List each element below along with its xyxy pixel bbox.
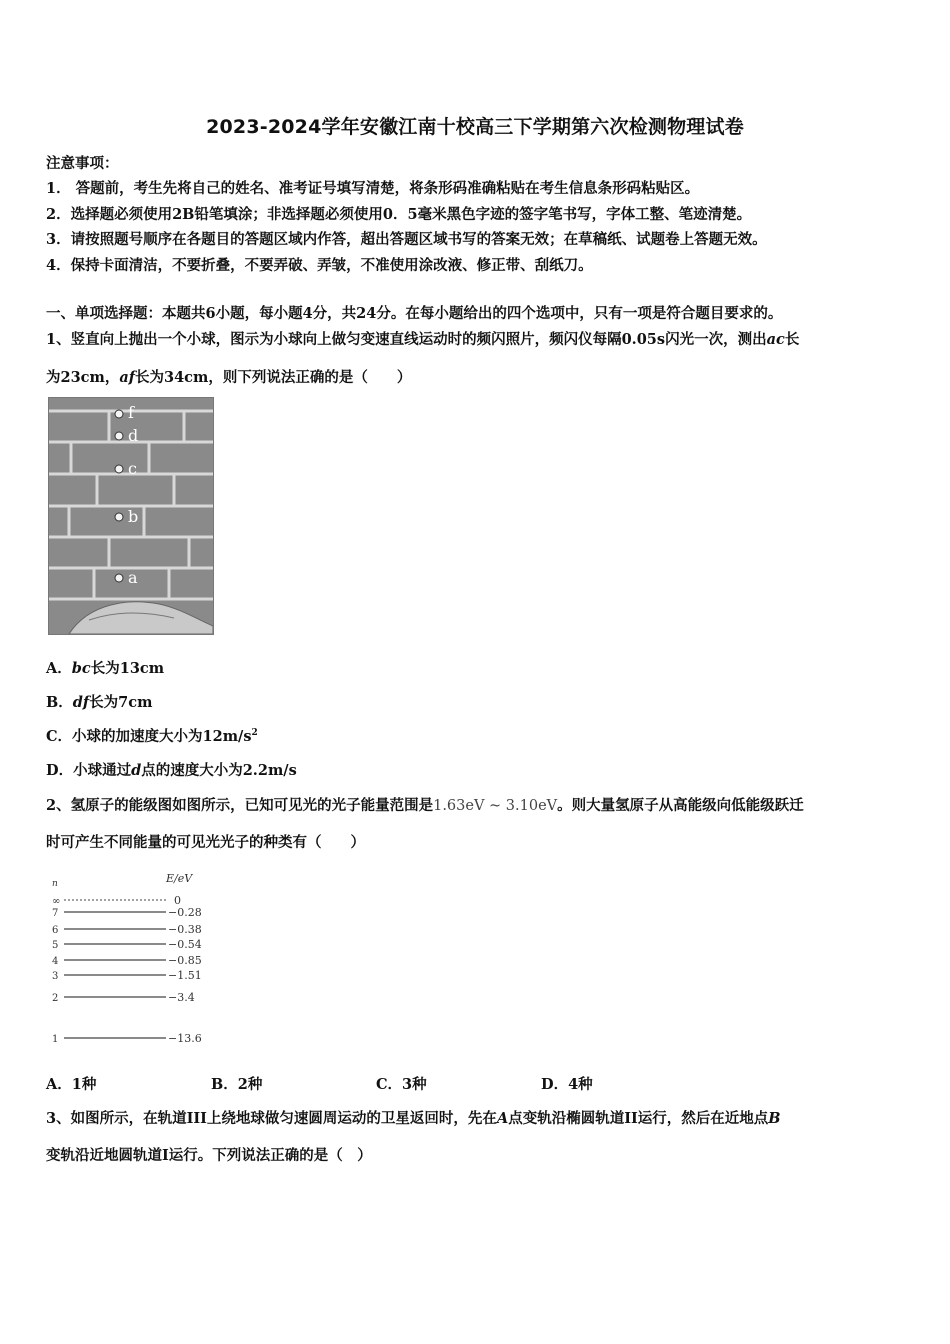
label-d: d [128, 426, 139, 445]
option-b-prefix: B． [46, 694, 73, 711]
level-energy-6: −3.4 [168, 991, 195, 1004]
q3-text-1a: 3、如图所示，在轨道III上绕地球做匀速圆周运动的卫星返回时，先在 [46, 1110, 497, 1127]
label-b: b [128, 507, 139, 526]
label-c: c [128, 459, 137, 478]
option-b-var: df [72, 694, 90, 711]
q1-option-c [46, 725, 258, 746]
notes-heading: 注意事项： [46, 155, 119, 172]
q1-option-b [46, 691, 152, 712]
q2-option-c: C．3种 [376, 1076, 427, 1093]
label-a: a [128, 568, 138, 587]
level-n-6: 2 [52, 993, 59, 1004]
brick-wall-image [49, 398, 213, 634]
q1-var-ac: ac [766, 331, 785, 348]
energy-levels [52, 894, 202, 1045]
level-energy-4: −0.85 [168, 954, 202, 967]
q1-option-a [46, 657, 164, 678]
q3-point-a: A [496, 1110, 509, 1127]
q1-text: 1、竖直向上抛出一个小球，图示为小球向上做匀变速直线运动时的频闪照片，频闪仪每隔0.05s闪光一次，测出 [46, 331, 767, 348]
option-a-var: bc [71, 660, 91, 677]
level-energy-3: −0.54 [168, 938, 202, 951]
label-f: f [128, 403, 134, 422]
strobe-photo [48, 397, 214, 635]
q1-var-af: af [119, 369, 135, 386]
option-b-text: 长为7cm [89, 694, 153, 711]
note-item-4: 4．保持卡面清洁，不要折叠，不要弄破、弄皱，不准使用涂改液、修正带、刮纸刀。 [46, 257, 593, 274]
level-energy-5: −1.51 [168, 969, 202, 982]
q3-point-b: B [768, 1110, 781, 1127]
option-c-text: C．小球的加速度大小为12m/s [46, 728, 252, 745]
ball-b [115, 513, 123, 521]
option-d-text: 点的速度大小为2.2m/s [141, 762, 297, 779]
level-n-7: 1 [52, 1034, 59, 1045]
option-a-prefix: A． [46, 660, 72, 677]
option-d-prefix: D．小球通过 [46, 762, 132, 779]
q3-line-1 [46, 1107, 781, 1128]
section-heading: 一、单项选择题：本题共6小题，每小题4分，共24分。在每小题给出的四个选项中，只有一项是符合题目要求的。 [46, 305, 783, 322]
ball-a [115, 574, 123, 582]
n-axis-label: n [52, 879, 58, 889]
level-n-0: ∞ [52, 896, 61, 907]
q2-line-1 [46, 794, 804, 815]
note-item-3: 3．请按照题号顺序在各题目的答题区域内作答，超出答题区域书写的答案无效；在草稿纸、试题卷上答题无效。 [46, 231, 767, 248]
level-energy-2: −0.38 [168, 923, 202, 936]
q2-option-d: D．4种 [541, 1076, 593, 1093]
level-energy-1: −0.28 [168, 906, 202, 919]
level-n-3: 5 [52, 940, 59, 951]
q3-text-1b: 点变轨沿椭圆轨道II运行，然后在近地点 [508, 1110, 769, 1127]
q2-option-b: B．2种 [211, 1076, 263, 1093]
q2-text-1b: 。则大量氢原子从高能级向低能级跃迁 [557, 797, 804, 814]
q1-line-1 [46, 328, 799, 349]
level-n-5: 3 [52, 971, 59, 982]
option-c-sup: 2 [251, 728, 258, 739]
e-axis-label: E/eV [166, 872, 193, 885]
ball-d [115, 432, 123, 440]
level-energy-0: 0 [174, 894, 181, 907]
level-n-1: 7 [52, 908, 59, 919]
level-n-4: 4 [52, 956, 59, 967]
q1-line-2 [46, 366, 411, 387]
q2-option-a: A．1种 [46, 1076, 97, 1093]
energy-level-diagram [48, 872, 218, 1050]
ball-f [115, 410, 123, 418]
q1-text-tail: 长 [784, 331, 800, 348]
exam-title: 2023-2024学年安徽江南十校高三下学期第六次检测物理试卷 [206, 116, 744, 138]
q1-text-2b: 长为34cm，则下列说法正确的是（ ） [135, 369, 412, 386]
option-a-text: 长为13cm [90, 660, 165, 677]
level-n-2: 6 [52, 925, 59, 936]
note-item-1: 1． 答题前，考生先将自己的姓名、准考证号填写清楚，将条形码准确粘贴在考生信息条形码粘贴区。 [46, 180, 700, 197]
q2-line-2: 时可产生不同能量的可见光光子的种类有（ ） [46, 834, 365, 851]
q1-option-d [46, 759, 297, 780]
ball-c [115, 465, 123, 473]
note-item-2: 2．选择题必须使用2B铅笔填涂；非选择题必须使用0．5毫米黑色字迹的签字笔书写，字体工整、笔迹清楚。 [46, 206, 752, 223]
level-energy-7: −13.6 [168, 1032, 202, 1045]
q3-line-2: 变轨沿近地圆轨道I运行。下列说法正确的是（ ） [46, 1147, 372, 1164]
q1-text-2a: 为23cm， [46, 369, 120, 386]
option-d-var: d [131, 762, 142, 779]
q2-range: 1.63eV ~ 3.10eV [433, 798, 558, 814]
q2-text-1a: 2、氢原子的能级图如图所示，已知可见光的光子能量范围是 [46, 797, 434, 814]
